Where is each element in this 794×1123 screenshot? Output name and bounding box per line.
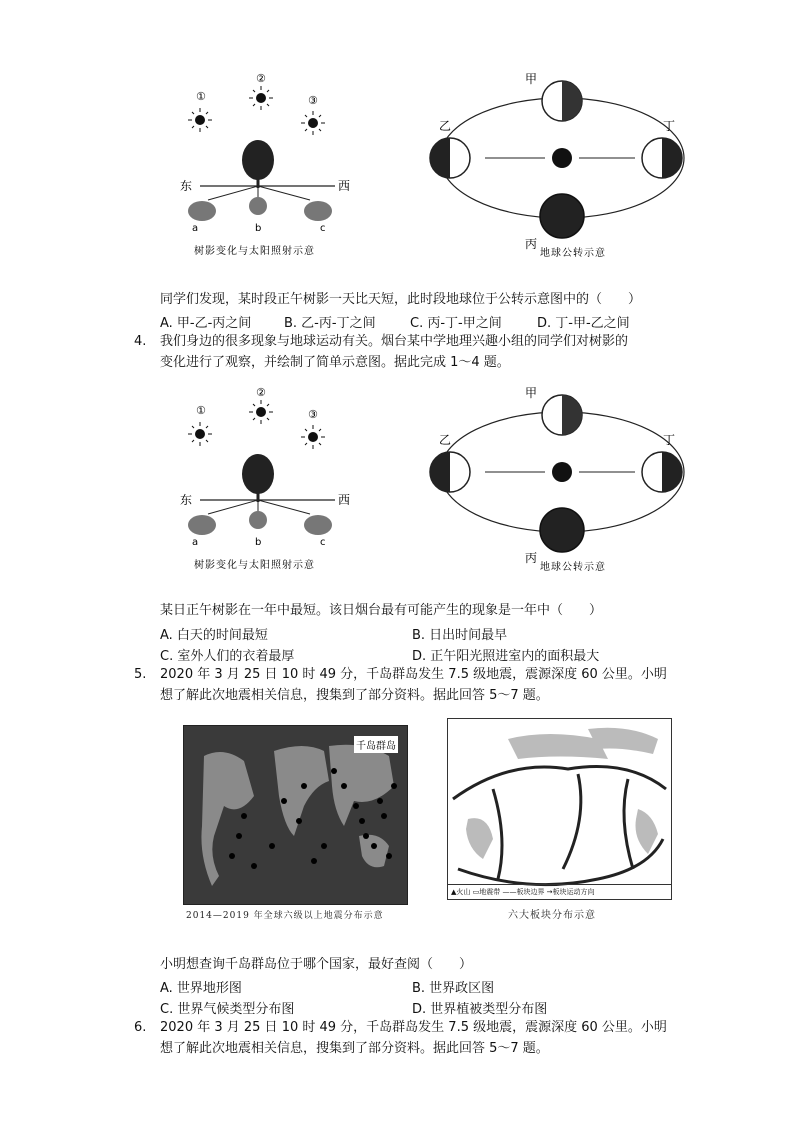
orbit-label: 丁 <box>663 433 676 447</box>
figure-caption: 地球公转示意 <box>540 562 606 573</box>
shadow-label: a <box>192 537 199 548</box>
option-d[interactable]: D. 世界植被类型分布图 <box>412 1002 548 1017</box>
earth-bing <box>540 508 584 552</box>
map-caption: 六大板块分布示意 <box>508 910 596 921</box>
sun-icon <box>249 400 273 424</box>
map-caption: 2014—2019 年全球六级以上地震分布示意 <box>186 911 384 921</box>
question-6-intro: 想了解此次地震相关信息，搜集到了部分资料。据此回答 5～7 题。 <box>160 1041 549 1056</box>
label-east: 东 <box>180 493 193 507</box>
shadow-c <box>304 515 332 535</box>
shadow-label: b <box>255 223 262 234</box>
question-4-intro: 变化进行了观察，并绘制了简单示意图。据此完成 1～4 题。 <box>160 355 510 370</box>
sun-icon <box>301 425 325 449</box>
option-a[interactable]: A. 白天的时间最短 <box>160 628 268 643</box>
option-b[interactable]: B. 乙-丙-丁之间 <box>284 316 376 331</box>
question-4-intro: 我们身边的很多现象与地球运动有关。烟台某中学地理兴趣小组的同学们对树影的 <box>160 334 629 349</box>
shadow-a <box>188 201 216 221</box>
figure-caption: 树影变化与太阳照射示意 <box>194 560 315 571</box>
figure-caption: 地球公转示意 <box>540 248 606 259</box>
earth-bing <box>540 194 584 238</box>
tree-shadow-figure-2 <box>170 382 380 577</box>
orbit-label: 丙 <box>525 237 538 251</box>
sun-icon <box>249 86 273 110</box>
question-number: 6. <box>134 1020 147 1035</box>
shadow-c <box>304 201 332 221</box>
sun-icon <box>188 108 212 132</box>
question-3-stem: 同学们发现，某时段正午树影一天比天短，此时段地球位于公转示意图中的（ ） <box>160 292 642 307</box>
orbit-label: 丁 <box>663 119 676 133</box>
earthquake-distribution-map <box>183 725 408 905</box>
shadow-b <box>249 197 267 215</box>
question-number: 5. <box>134 667 147 682</box>
option-b[interactable]: B. 日出时间最早 <box>412 628 508 643</box>
label-east: 东 <box>180 179 193 193</box>
sun-icon <box>552 148 572 168</box>
option-a[interactable]: A. 世界地形图 <box>160 981 242 996</box>
question-number: 4. <box>134 334 147 349</box>
option-a[interactable]: A. 甲-乙-丙之间 <box>160 316 252 331</box>
sun-icon <box>552 462 572 482</box>
tree-shadow-figure-1 <box>170 68 380 263</box>
plate-distribution-map <box>447 718 672 900</box>
option-c[interactable]: C. 丙-丁-甲之间 <box>410 316 502 331</box>
question-4-stem: 某日正午树影在一年中最短。该日烟台最有可能产生的现象是一年中（ ） <box>160 603 603 618</box>
shadow-label: b <box>255 537 262 548</box>
orbit-label: 丙 <box>525 551 538 565</box>
label-west: 西 <box>338 179 351 193</box>
option-c[interactable]: C. 世界气候类型分布图 <box>160 1002 295 1017</box>
sun-label: ② <box>256 72 266 85</box>
orbit-label: 甲 <box>525 72 538 86</box>
option-c[interactable]: C. 室外人们的衣着最厚 <box>160 649 295 664</box>
question-5-intro: 2020 年 3 月 25 日 10 时 49 分，千岛群岛发生 7.5 级地震，震源深度 60 公里。小明 <box>160 667 667 682</box>
orbit-label: 甲 <box>525 386 538 400</box>
label-west: 西 <box>338 493 351 507</box>
sun-label: ② <box>256 386 266 399</box>
option-b[interactable]: B. 世界政区图 <box>412 981 495 996</box>
question-6-intro: 2020 年 3 月 25 日 10 时 49 分，千岛群岛发生 7.5 级地震，震源深度 60 公里。小明 <box>160 1020 667 1035</box>
shadow-label: c <box>320 537 326 548</box>
sun-label: ③ <box>308 94 318 107</box>
earth-orbit-figure-2 <box>425 382 700 577</box>
map-legend: ▲火山 ▭地震带 ——板块边界 →板块运动方向 <box>448 884 672 899</box>
orbit-label: 乙 <box>439 433 452 447</box>
sun-label: ③ <box>308 408 318 421</box>
shadow-label: a <box>192 223 199 234</box>
shadow-label: c <box>320 223 326 234</box>
orbit-label: 乙 <box>439 119 452 133</box>
question-5-stem: 小明想查询千岛群岛位于哪个国家，最好查阅（ ） <box>160 957 473 972</box>
sun-label: ① <box>196 90 206 103</box>
shadow-a <box>188 515 216 535</box>
sun-label: ① <box>196 404 206 417</box>
option-d[interactable]: D. 正午阳光照进室内的面积最大 <box>412 649 600 664</box>
sun-icon <box>188 422 212 446</box>
shadow-b <box>249 511 267 529</box>
question-5-intro: 想了解此次地震相关信息，搜集到了部分资料。据此回答 5～7 题。 <box>160 688 549 703</box>
option-d[interactable]: D. 丁-甲-乙之间 <box>537 316 630 331</box>
sun-icon <box>301 111 325 135</box>
earth-orbit-figure-1 <box>425 68 700 263</box>
figure-caption: 树影变化与太阳照射示意 <box>194 246 315 257</box>
map-label-kuril: 千岛群岛 <box>354 736 398 753</box>
